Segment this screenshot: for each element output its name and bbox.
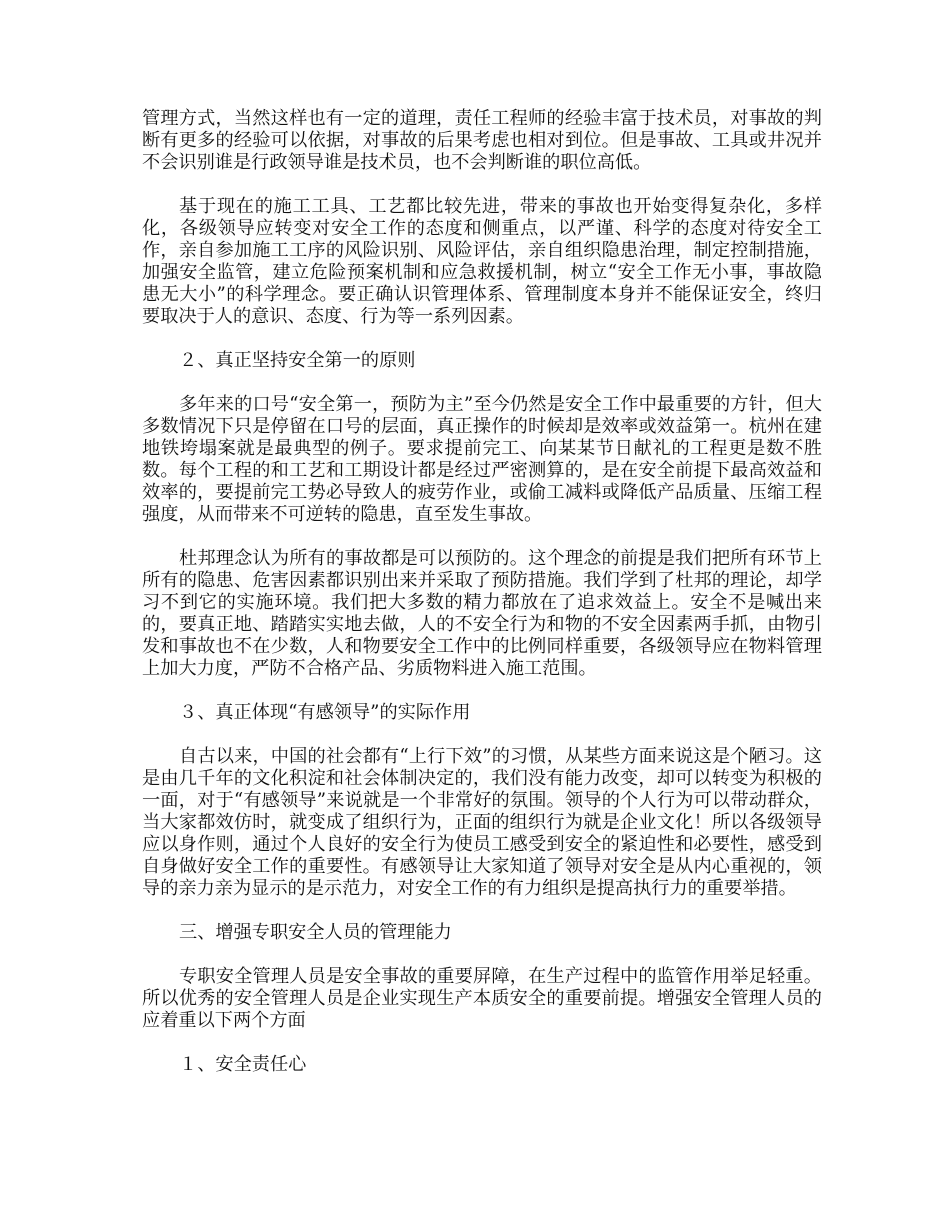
paragraph-leadership-attitude: 基于现在的施工工具、工艺都比较先进，带来的事故也开始变得复杂化，多样化，各级领导应转变对安全工作的态度和侧重点，以严谨、科学的态度对待安全工作，亲自参加施工工序的风险识别、风险评估，亲自组织隐患治理，制定控制措施，加强安全监管，建立危险预案机制和应急救援机制，树立“安全工作无小事，事故隐患无大小”的科学理念。要正确认识管理体系、管理制度本身并不能保证安全，终归要取决于人的意识、态度、行为等一系列因素。 <box>142 196 822 327</box>
paragraph-safety-first-slogan: 多年来的口号“安全第一，预防为主”至今仍然是安全工作中最重要的方针，但大多数情况下只是停留在口号的层面，真正操作的时候却是效率或效益第一。杭州在建地铁垮塌案就是最典型的例子。要求提前完工、向某某节日献礼的工程更是数不胜数。每个工程的和工艺和工期设计都是经过严密测算的，是在安全前提下最高效益和效率的，要提前完工势必导致人的疲劳作业，或偷工减料或降低产品质量、压缩工程强度，从而带来不可逆转的隐患，直至发生事故。 <box>142 394 822 525</box>
paragraph-lead-by-example: 自古以来，中国的社会都有“上行下效”的习惯，从某些方面来说这是个陋习。这是由几千年的文化积淀和社会体制决定的，我们没有能力改变，却可以转变为积极的一面，对于“有感领导”来说就是一个非常好的氛围。领导的个人行为可以带动群众，当大家都效仿时，就变成了组织行为，正面的组织行为就是企业文化！所以各级领导应以身作则，通过个人良好的安全行为使员工感受到安全的紧迫性和必要性，感受到自身做好安全工作的重要性。有感领导让大家知道了领导对安全是从内心重视的，领导的亲力亲为显示的是示范力，对安全工作的有力组织是提高执行力的重要举措。 <box>142 746 822 899</box>
heading-safety-staff-capability: 三、增强专职安全人员的管理能力 <box>179 922 452 943</box>
paragraph-dupont-philosophy: 杜邦理念认为所有的事故都是可以预防的。这个理念的前提是我们把所有环节上所有的隐患、危害因素都识别出来并采取了预防措施。我们学到了杜邦的理论，却学习不到它的实施环境。我们把大多数的精力都放在了追求效益上。安全不是喊出来的，要真正地、踏踏实实地去做，人的不安全行为和物的不安全因素两手抓，由物引发和事故也不在少数，人和物要安全工作中的比例同样重要，各级领导应在物料管理上加大力度，严防不合格产品、劣质物料进入施工范围。 <box>142 548 822 679</box>
heading-safety-first: ２、真正坚持安全第一的原则 <box>179 350 416 371</box>
document-page <box>142 108 822 1098</box>
paragraph-management-style: 管理方式，当然这样也有一定的道理，责任工程师的经验丰富于技术员，对事故的判断有更多的经验可以依据，对事故的后果考虑也相对到位。但是事故、工具或井况并不会识别谁是行政领导谁是技术员，也不会判断谁的职位高低。 <box>142 108 822 173</box>
heading-safety-responsibility: １、安全责任心 <box>179 1054 307 1075</box>
heading-visible-leadership: ３、真正体现“有感领导”的实际作用 <box>179 702 471 723</box>
paragraph-safety-staff-role: 专职安全管理人员是安全事故的重要屏障，在生产过程中的监管作用举足轻重。所以优秀的安全管理人员是企业实现生产本质安全的重要前提。增强安全管理人员的应着重以下两个方面 <box>142 966 822 1031</box>
